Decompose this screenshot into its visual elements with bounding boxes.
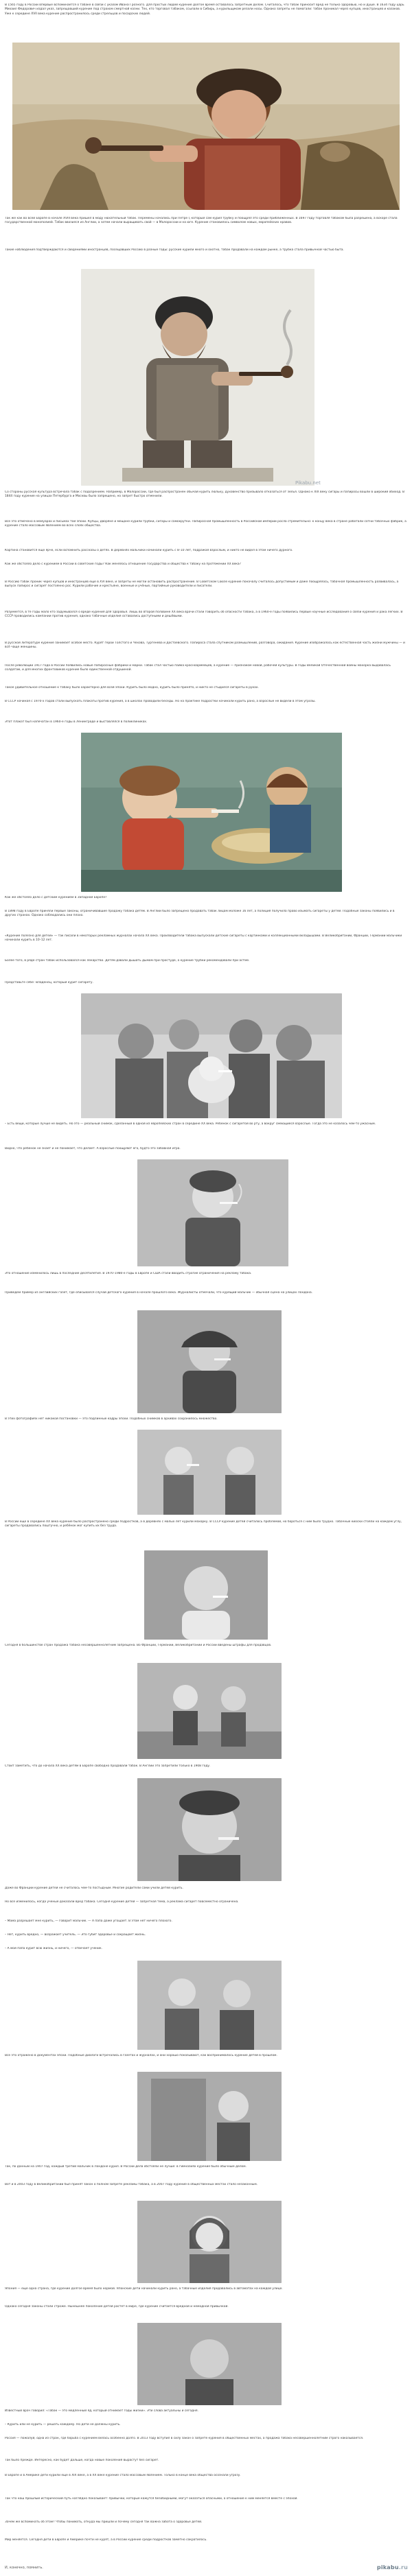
article-paragraph: Разумеется, в те годы мало кто задумывался о вреде курения для здоровья. Лишь во второй половине XX века врачи стали говорить об опасности табака, а в 1960-е годы появились первые научные исследования о связи курения и рака лёгких. В СССР проводились кампании против курения, однако табачные изделия оставались доступными и дешёвыми. [5, 611, 403, 619]
brand-suffix: .ru [398, 2564, 408, 2571]
article-paragraph: В 1898 году в Европе приняли первые законы, ограничивавшие продажу табака детям. В Англии было запрещено продавать табак лицам моложе 16 лет, а полиция получила право изымать сигареты у детей. Подобные законы появились и в других странах. Однако соблюдались они плохо. [5, 910, 395, 918]
article-paragraph: После революции 1917 года в России появились новые папиросные фабрики и марки. Табак стал частью пайка красноармейцев, а курение — признаком новой, рабочей культуры. В годы Великой Отечественной войны махорка выдавалась солдатам, и для многих фронтовиков курение было единственной отдушиной. [5, 664, 391, 672]
article-paragraph: Как же обстояло дело с детским курением в Западной Европе? [5, 896, 107, 899]
article-paragraph: Картина становится ещё ярче, если вспомнить рассказы о детях. В деревнях мальчики начинали курить с 8–10 лет, подражая взрослым, и никто не видел в этом ничего дурного. [5, 549, 293, 552]
photo-boy-in-cap [137, 1310, 282, 1413]
article-paragraph: В СССР начиная с 1970-х годов стали выпускать плакаты против курения, а в школах проводили беседы. Но на практике подростки начинали курить рано, а взрослые не видели в этом угрозы. [5, 700, 316, 703]
article-paragraph: Со стороны русская культура встречала табак с подозрением. Например, в Малороссии, где был распространён обычай курить люльку, духовенство призывало отказаться от зелья. Однако к XIX веку сигары и папиросы вошли в широкий обиход. В 1844 году курение на улицах Петербурга и Москвы было запрещено, но запрет быстро отменили. [5, 491, 404, 499]
article-paragraph: Всё это отражено в документах эпохи. Подобные диалоги встречались в газетах и журналах, и они хорошо показывают, как воспринималось курение детей в прошлом. [5, 2054, 277, 2057]
article-paragraph: Представьте себе: младенец, который курит сигарету. [5, 981, 93, 984]
article-paragraph: Так, по данным на 1907 год, каждый третий мальчик в Лондоне курил. В России дела обстояли не лучше: в гимназиях курение было обычным делом. [5, 2165, 247, 2169]
article-paragraph: Сегодня в большинстве стран продажа табака несовершеннолетним запрещена. Во Франции, Германии, Великобритании и России введены штрафы для продавцов. [5, 1644, 272, 1647]
article-paragraph: Зачем же вспоминать об этом? Чтобы понимать, откуда мы пришли и почему сегодня так важна забота о здоровье детей. [5, 2520, 203, 2524]
brand-name: pikabu [376, 2564, 399, 2571]
article-paragraph: Этот плакат был напечатан в 1960-е годы в Ленинграде и выставлялся в поликлиниках. [5, 720, 148, 724]
article-paragraph: Это отношение изменилось лишь в последние десятилетия. В 1970–1980-е годы в Европе и США стали вводить строгие ограничения на рекламу табака. [5, 1272, 252, 1275]
article-paragraph: В этих фотографиях нет никакой постановки — это подлинные кадры эпохи. Подобных снимков в архивах сохранилось множество. [5, 1417, 218, 1421]
article-paragraph: Так что наш прошлый исторический путь наглядно показывает: привычки, которые кажутся безобидными, могут оказаться опасными, а отношение к ним меняется вместе с эпохой. [5, 2497, 298, 2501]
article-paragraph: В 1565 году в России впервые вспоминается о табаке в связи с указом Ивана Грозного. Для простых людей курение долгое время оставалось запретным делом. Считалось, что табак приносит вред не только здоровью, но и душе. В 1634 году царь Михаил Федорович издал указ, запрещавший курение под страхом смертной казни. Тех, кто торговал табаком, ссылали в Сибирь, а курильщикам резали носы. Однако запреты не помогали: табак проникал через купцов, иностранцев и казаков. Уже к середине XVII века курение распространилось среди стрельцов и посадских людей. [5, 3, 404, 16]
photo-boy-closeup [137, 1778, 282, 1881]
article-paragraph: В русской литературе курение занимает особое место. Курят герои Толстого и Чехова, Тургенева и Достоевского. Папироса стала спутником размышлений, разговора, ожидания. Курение изображалось как естественная часть жизни мужчины — и всё чаще женщины. [5, 641, 405, 650]
illustration-child-smoking [81, 733, 342, 892]
site-logo[interactable] [377, 2564, 408, 2571]
photo-children-group [137, 1430, 282, 1515]
article-paragraph: Мир меняется. Сегодня дети в Европе и Америке почти не курят, а в России курение среди подростков заметно сократилось. [5, 2538, 207, 2542]
article-paragraph: Всё это отмечено в мемуарах и письмах той эпохи. Купцы, дворяне и мещане курили трубки, сигары и самокрутки. Папиросная промышленность в Российской империи росла стремительно: к концу века в стране работали сотни табачных фабрик, а курение стало массовым явлением во всех слоях общества. [5, 520, 407, 528]
photo-kids-street [137, 1663, 282, 1759]
article-paragraph: Стоит заметить, что до начала XX века детям в Европе свободно продавали табак. В Англии это запретили только в 1908 году. [5, 1764, 211, 1768]
article-paragraph: – Есть вещи, которые лучше не видеть. Но это — реальный снимок, сделанный в одной из европейских стран в середине XX века. Ребёнок с сигаретой во рту, а вокруг смеющиеся взрослые. Тогда это не казалось чем-то ужасным. [5, 1122, 376, 1126]
article-paragraph: «Курение полезно для детей» — так писали в некоторых рекламных журналах начала XX века. Производители табака выпускали детские сигареты с картинками и коллекционными вкладышами. В Великобритании, Франции, Германии мальчики начинали курить в 10–12 лет. [5, 934, 402, 943]
illustration-man-with-pipe [12, 43, 400, 210]
article-paragraph: Такое удивительное отношение к табаку было характерно для всей эпохи. Курить было модно, курить было принято, и никто не стыдился сигареты в руках. [5, 686, 259, 689]
article-paragraph: Так было прежде. Интересно, как будет дальше, когда новые поколения вырастут без сигарет. [5, 2459, 159, 2462]
illustration-peasant-smoking [81, 269, 314, 486]
article-paragraph: Приведём пример из английских газет, где описывался случай детского курения в начале прошлого века. Журналисты отмечали, что курящий мальчик — обычная сцена на улицах Лондона. [5, 1291, 313, 1295]
photo-boy-smoking [137, 1159, 288, 1266]
photo-child-doorway [137, 2072, 282, 2161]
article-paragraph: Однако сегодня законы стали строже. Нынешнее поколение детей растёт в мире, где курение считается вредной и немодной привычкой. [5, 2305, 229, 2308]
article-paragraph: Так же как во всей Европе в начале XVIII века пришёл в моду нюхательный табак. Перемены начались при Петре I, который сам курил трубку и поощрял это среди приближённых. В 1697 году торговля табаком была разрешена, а вскоре стала государственной монополией. Табак ввозился из Англии, а затем начали выращивать свой — в Малороссии и на юге. Курение становилось символом новых, европейских нравов. [5, 217, 398, 225]
photo-elderly-man [137, 2323, 282, 2405]
closing-line: И, конечно, помнить. [5, 2566, 43, 2570]
article-paragraph: Даже во Франции курение детей не считалось чем-то постыдным. Многие родители сами учили детей курить. [5, 1887, 183, 1890]
article-paragraph: Япония — ещё одна страна, где курение долгое время было нормой. Японские дети начинали курить рано, а табачные изделия продавались в автоматах на каждой улице. [5, 2287, 283, 2291]
article-paragraph: Как же обстояло дело с курением в России в советские годы? Как менялось отношение государства и общества к табаку на протяжении XX века? [5, 563, 241, 566]
article-paragraph: Но всё изменилось, когда учёные доказали вред табака. Сегодня курение детей — запретная тема, а реклама сигарет повсеместно ограничена. [5, 1900, 239, 1904]
article-paragraph: Известный врач говорил: «Табак — это медленный яд, который отнимает годы жизни». Эти слова актуальны и сегодня. [5, 2409, 198, 2413]
photo-girl [137, 2201, 282, 2283]
article-paragraph: – А мой папа курит всю жизнь, и ничего, — отвечает ученик. [5, 1947, 103, 1950]
article-paragraph: В России ещё в середине XX века курение было распространено среди подростков, а в деревнях с малых лет курили махорку. В СССР курение детей считалось проблемой, но бороться с ним было трудно. Табачные киоски стояли на каждом углу, сигареты продавались поштучно, и ребёнок мог купить их без труда. [5, 1520, 402, 1528]
article-paragraph: Такие наблюдения подтверждаются и сведениями иностранцев, посещавших Россию в разные годы: русские курили много и охотно, табак продавали на каждом рынке, а трубка стала привычной частью быта. [5, 248, 344, 252]
photo-boys-sitting [137, 1961, 282, 2050]
article-paragraph: Видно, что ребёнок не знает и не понимает, что делает. А взрослые поощряют его, будто это забавная игра. [5, 1147, 181, 1150]
photo-toddler [144, 1550, 268, 1640]
image-caption: Pikabu.net [295, 480, 321, 486]
article-paragraph: Россия — пожалуй, одна из стран, где борьба с курением велась особенно долго. В 2013 году вступил в силу закон о запрете курения в общественных местах, а продажа табака несовершеннолетним строго наказывается. [5, 2437, 364, 2440]
photo-infant-smoking [81, 993, 342, 1118]
article-paragraph: В Россию табак проник через купцов и иностранцев ещё в XVI веке, и запреты не могли остановить распространение. В Советском Союзе курение поначалу считалось допустимым и даже поощрялось, табачная промышленность развивалась, а выпуск папирос и сигарет постоянно рос. Курили рабочие и крестьяне, военные и учёные, партийные руководители и писатели. [5, 580, 399, 589]
article-paragraph: – Нет, курить вредно, — возражает учитель. — Это губит здоровье и сокращает жизнь. [5, 1933, 146, 1937]
article-paragraph: В Европе и в Америке дети курили ещё в XIX веке, а в XX веке курение стало массовым явлением. Только в конце века общества осознали угрозу. [5, 2474, 241, 2477]
article-paragraph: Вот и в 2003 году в Великобритании был принят закон о полном запрете рекламы табака, а в 2007 году курение в общественных местах стало незаконным. [5, 2183, 258, 2186]
article-paragraph: – Мама разрешает мне курить, — говорит мальчик. — А папа даже угощает. В этом нет ничего плохого. [5, 1919, 172, 1923]
article-paragraph: Более того, в ряде стран табак использовался как лекарство. Детям давали дышать дымом при простуде, а курение трубки рекомендовали при астме. [5, 959, 250, 962]
article-paragraph: – Курить или не курить — решать каждому. Но дети не должны курить. [5, 2423, 121, 2426]
